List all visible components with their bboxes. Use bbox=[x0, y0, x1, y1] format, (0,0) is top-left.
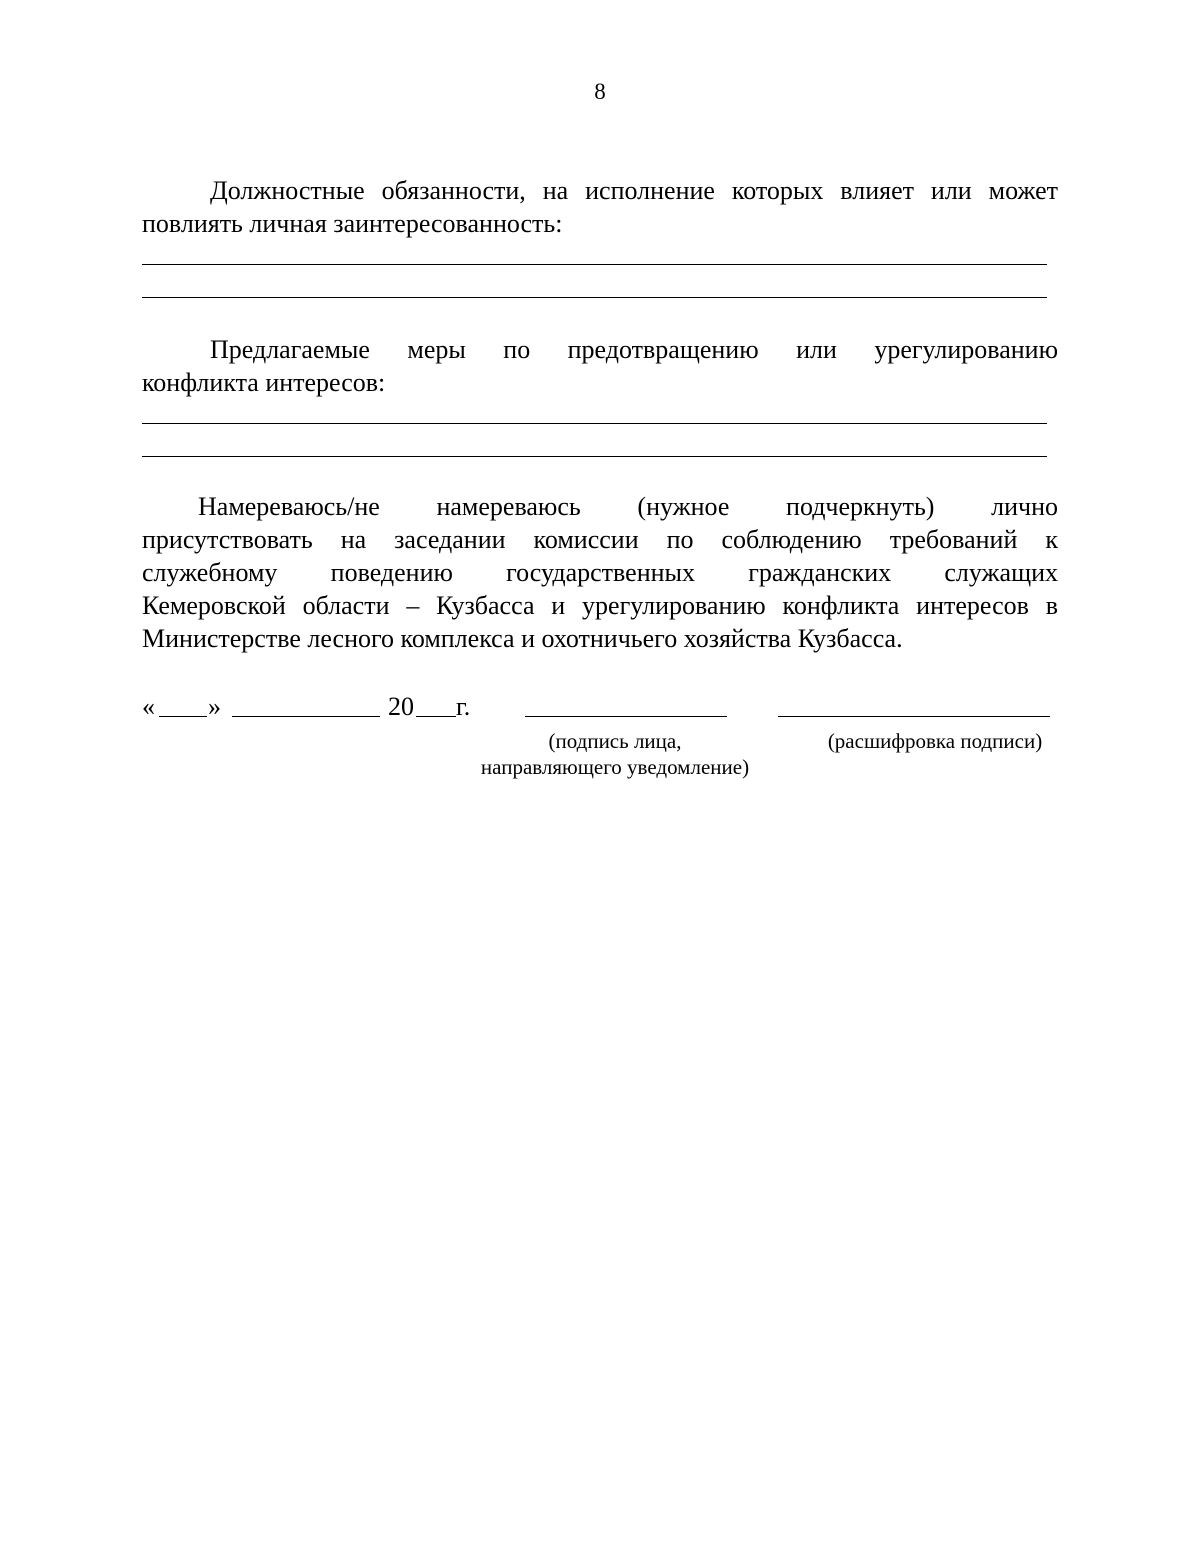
signature-blank[interactable] bbox=[525, 716, 727, 717]
intent-line-1: Намереваюсь/не намереваюсь (нужное подчеркнуть) лично bbox=[198, 492, 1058, 521]
quote-open: « bbox=[142, 692, 155, 721]
month-blank[interactable] bbox=[232, 716, 380, 717]
intent-line-2: присутствовать на заседании комиссии по соблюдению требований к bbox=[142, 525, 1058, 554]
signature-row bbox=[142, 690, 1058, 726]
signature-caption-line-2: направляющего уведомление) bbox=[480, 755, 750, 779]
page-number: 8 bbox=[594, 79, 606, 104]
signature-decoding-blank[interactable] bbox=[778, 716, 1050, 717]
year-blank[interactable] bbox=[416, 716, 456, 717]
duties-fill-line-2[interactable] bbox=[142, 297, 1047, 298]
duties-line-2: повлиять личная заинтересованность: bbox=[142, 209, 563, 238]
intent-line-4: Кемеровской области – Кузбасса и урегулированию конфликта интересов в bbox=[142, 591, 1058, 620]
duties-paragraph bbox=[142, 174, 1058, 240]
measures-paragraph bbox=[142, 333, 1058, 399]
intent-paragraph bbox=[142, 490, 1058, 655]
measures-fill-line-2[interactable] bbox=[142, 456, 1047, 457]
year-suffix: г. bbox=[456, 692, 471, 721]
measures-fill-line-1[interactable] bbox=[142, 423, 1047, 424]
decoding-caption: (расшифровка подписи) bbox=[827, 729, 1043, 753]
duties-line-1: Должностные обязанности, на исполнение которых влияет или может bbox=[210, 176, 1058, 205]
signature-caption-line-1: (подпись лица, bbox=[548, 729, 682, 753]
year-prefix: 20 bbox=[388, 692, 414, 721]
quote-close: » bbox=[208, 692, 221, 721]
day-blank[interactable] bbox=[159, 716, 207, 717]
measures-line-1: Предлагаемые меры по предотвращению или урегулированию bbox=[210, 335, 1058, 364]
signature-caption bbox=[440, 728, 790, 780]
measures-line-2: конфликта интересов: bbox=[142, 368, 386, 397]
intent-line-5: Министерстве лесного комплекса и охотничьего хозяйства Кузбасса. bbox=[142, 624, 903, 653]
intent-line-3: служебному поведению государственных гражданских служащих bbox=[142, 558, 1058, 587]
duties-fill-line-1[interactable] bbox=[142, 264, 1047, 265]
